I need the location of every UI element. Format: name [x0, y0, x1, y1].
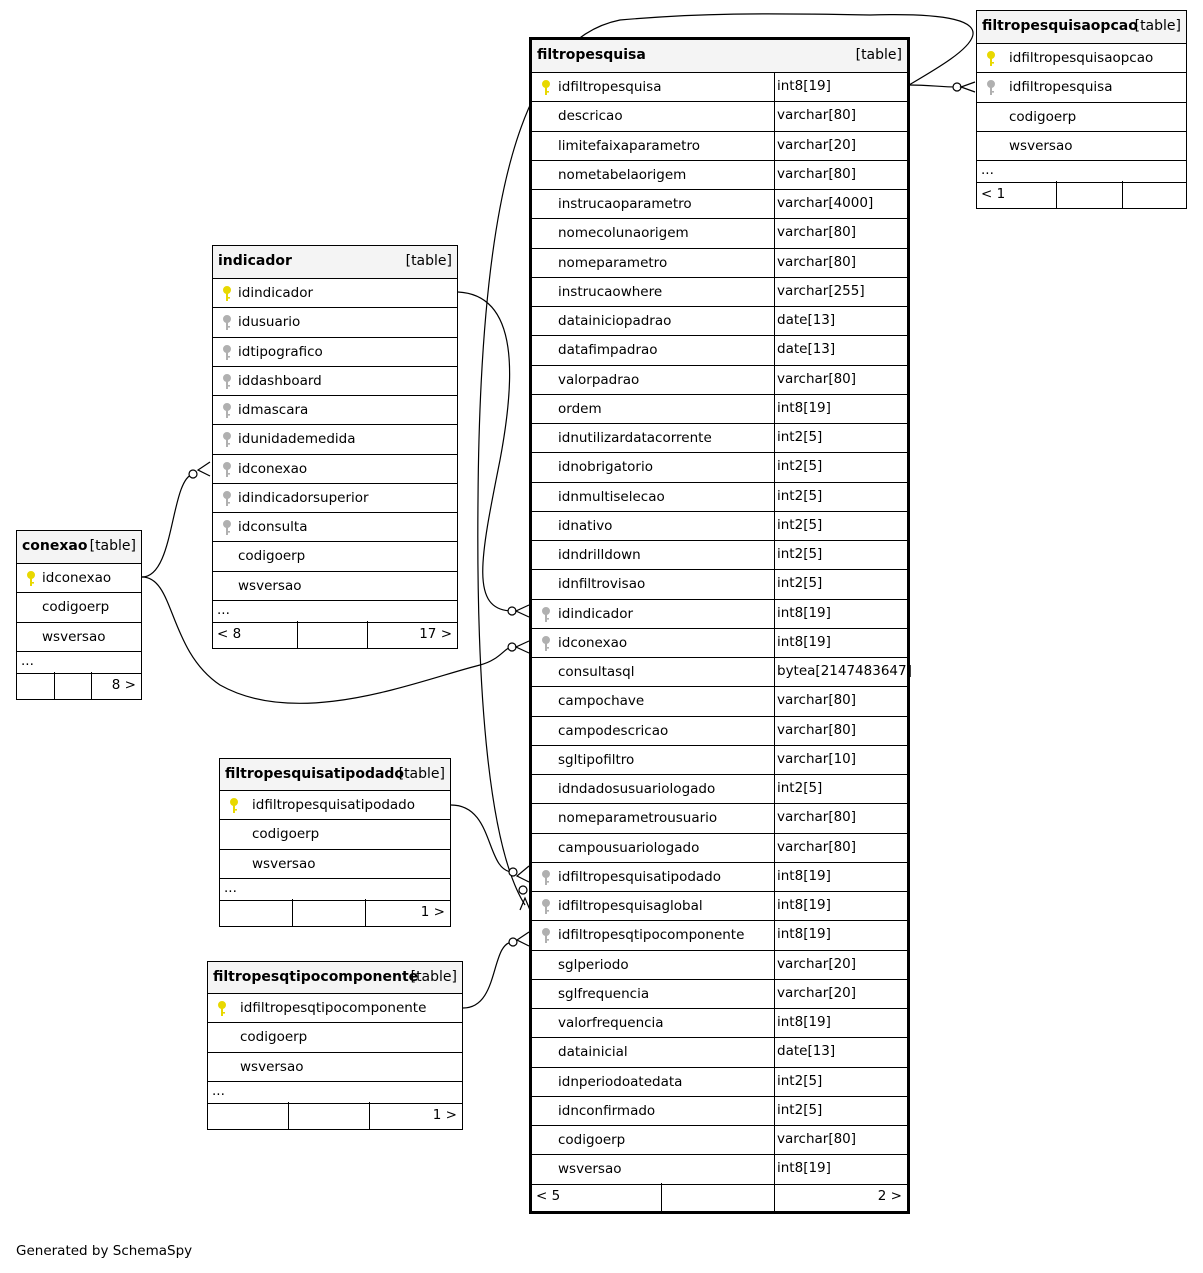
column-name: codigoerp — [42, 599, 110, 616]
column-name: iddashboard — [238, 372, 322, 389]
column-row[interactable] — [532, 980, 907, 1009]
primary-key-icon — [222, 285, 232, 303]
column-divider — [774, 717, 775, 745]
parents-count[interactable]: < 5 — [536, 1187, 561, 1204]
column-row[interactable] — [532, 190, 907, 219]
column-name: idfiltropesqtipocomponente — [240, 1000, 427, 1016]
column-name: datafimpadrao — [558, 342, 658, 359]
column-type: varchar[80] — [777, 721, 857, 738]
column-row[interactable] — [213, 484, 457, 513]
column-name: sglfrequencia — [558, 985, 650, 1002]
column-divider — [774, 483, 775, 511]
more-columns-row[interactable] — [220, 879, 450, 901]
column-row[interactable] — [532, 863, 907, 892]
foreign-key-icon — [222, 490, 232, 508]
column-divider — [774, 102, 775, 130]
footer-divider — [774, 1183, 775, 1211]
column-name: idconexao — [558, 634, 628, 651]
column-divider — [774, 1038, 775, 1066]
more-columns-row[interactable] — [17, 652, 141, 674]
column-name: campodescricao — [558, 722, 669, 739]
edge-crow-marker — [516, 641, 529, 653]
column-name: idfiltropesqtipocomponente — [558, 927, 745, 944]
foreign-key-icon — [986, 79, 996, 97]
column-type: date[13] — [777, 1043, 836, 1060]
column-row[interactable] — [532, 161, 907, 190]
column-row[interactable] — [532, 658, 912, 687]
column-divider — [774, 424, 775, 452]
column-row[interactable] — [220, 791, 450, 820]
primary-key-icon — [26, 570, 36, 588]
column-type: varchar[80] — [777, 253, 857, 270]
footer-divider — [292, 899, 293, 926]
column-name: codigoerp — [252, 826, 320, 843]
column-row[interactable] — [532, 1009, 907, 1038]
table-filtropesqtipocomponente[interactable] — [207, 961, 463, 1130]
table-footer — [220, 899, 450, 926]
foreign-key-icon — [222, 461, 232, 479]
column-name: wsversao — [42, 628, 106, 645]
column-type: varchar[80] — [777, 165, 857, 182]
column-divider — [774, 395, 775, 423]
column-divider — [774, 1097, 775, 1125]
column-divider — [774, 132, 775, 160]
table-header — [17, 531, 141, 564]
column-name: idfiltropesquisaopcao — [1009, 50, 1154, 66]
edge-crow-marker — [961, 82, 975, 92]
column-name: idconexao — [238, 460, 308, 477]
table-kind: [table] — [1134, 18, 1181, 34]
table-filtropesquisaopcao[interactable] — [976, 10, 1187, 209]
column-type: int8[19] — [777, 633, 831, 650]
column-row[interactable] — [532, 921, 907, 950]
column-divider — [774, 629, 775, 657]
column-divider — [774, 863, 775, 891]
column-row[interactable] — [532, 746, 907, 775]
column-row[interactable] — [532, 1068, 907, 1097]
primary-key-icon — [229, 797, 239, 815]
column-divider — [774, 1126, 775, 1154]
table-name[interactable]: filtropesqtipocomponente — [213, 969, 419, 985]
edge-filtropesquisatipodado-to-filtropesquisa — [451, 805, 513, 872]
column-type: varchar[4000] — [777, 195, 874, 211]
table-footer — [532, 1183, 907, 1211]
table-header — [977, 11, 1186, 44]
column-name: idconexao — [42, 570, 112, 586]
column-type: int2[5] — [777, 487, 823, 504]
column-type: int8[19] — [777, 897, 831, 913]
column-row[interactable] — [532, 1155, 907, 1184]
more-columns-ellipsis: ... — [224, 879, 237, 896]
footer-divider — [288, 1102, 289, 1129]
column-name: wsversao — [252, 855, 316, 872]
column-divider — [774, 834, 775, 862]
table-footer — [17, 672, 141, 699]
foreign-key-icon — [222, 344, 232, 362]
column-row[interactable] — [532, 892, 907, 921]
column-type: varchar[10] — [777, 750, 857, 767]
column-row[interactable] — [532, 1126, 907, 1155]
column-type: varchar[20] — [777, 955, 857, 972]
column-row[interactable] — [532, 629, 907, 658]
column-row[interactable] — [977, 44, 1186, 73]
column-row[interactable] — [213, 338, 457, 367]
column-row[interactable] — [532, 278, 907, 307]
column-type: varchar[80] — [777, 224, 857, 241]
column-name: idnutilizardatacorrente — [558, 430, 712, 446]
column-divider — [774, 190, 775, 218]
column-row[interactable] — [532, 570, 907, 599]
edge-filtropesqtipocomponente-to-filtropesquisa — [463, 942, 513, 1008]
column-name: nometabelaorigem — [558, 166, 687, 183]
more-columns-row[interactable] — [977, 161, 1186, 183]
column-row[interactable] — [532, 804, 907, 833]
primary-key-icon — [217, 1000, 227, 1018]
edge-crow-marker — [198, 462, 210, 476]
column-name: idconsulta — [238, 519, 308, 535]
column-divider — [774, 921, 775, 949]
column-row[interactable] — [220, 820, 450, 849]
primary-key-icon — [541, 79, 551, 97]
column-row[interactable] — [532, 775, 907, 804]
column-row[interactable] — [532, 453, 907, 482]
column-row[interactable] — [532, 366, 907, 395]
column-row[interactable] — [213, 308, 457, 337]
column-name: codigoerp — [238, 548, 306, 565]
parents-count[interactable]: < 1 — [981, 186, 1006, 202]
column-type: int8[19] — [777, 1014, 831, 1030]
column-name: idnobrigatorio — [558, 459, 653, 476]
column-type: varchar[80] — [777, 107, 857, 124]
column-type: int8[19] — [777, 399, 831, 416]
column-divider — [774, 453, 775, 481]
table-kind: [table] — [410, 969, 457, 985]
edge-indicador-to-filtropesquisa — [458, 292, 512, 611]
table-name[interactable]: indicador — [218, 253, 292, 269]
column-type: int8[19] — [777, 604, 831, 621]
column-name: wsversao — [558, 1161, 622, 1178]
column-row[interactable] — [532, 512, 907, 541]
footer-divider — [661, 1183, 662, 1211]
column-name: idindicadorsuperior — [238, 489, 369, 506]
children-count[interactable]: 1 > — [420, 903, 445, 920]
column-name: idnconfirmado — [558, 1102, 656, 1119]
column-row[interactable] — [977, 132, 1186, 161]
column-row[interactable] — [532, 249, 907, 278]
column-row[interactable] — [532, 424, 907, 453]
column-name: sglperiodo — [558, 956, 629, 973]
column-name: codigoerp — [558, 1132, 626, 1148]
column-divider — [774, 541, 775, 569]
foreign-key-icon — [222, 519, 232, 537]
column-type: varchar[80] — [777, 370, 857, 387]
children-count[interactable]: 17 > — [419, 625, 452, 642]
column-type: varchar[80] — [777, 692, 857, 709]
column-row[interactable] — [213, 542, 457, 571]
column-name: campochave — [558, 693, 645, 710]
column-row[interactable] — [17, 564, 141, 593]
table-footer — [977, 181, 1186, 208]
edge-optional-marker — [189, 470, 197, 478]
column-type: varchar[80] — [777, 809, 857, 826]
column-name: idfiltropesquisaglobal — [558, 898, 703, 914]
table-header — [208, 962, 462, 994]
column-name: instrucaoparametro — [558, 196, 692, 212]
children-count[interactable]: 8 > — [111, 676, 136, 693]
column-divider — [774, 1009, 775, 1037]
column-name: wsversao — [238, 577, 302, 594]
column-name: codigoerp — [240, 1029, 308, 1046]
column-divider — [774, 249, 775, 277]
column-type: varchar[80] — [777, 838, 857, 855]
column-name: idndrilldown — [558, 547, 641, 563]
column-name: idnmultiselecao — [558, 488, 665, 505]
column-name: sgltipofiltro — [558, 751, 635, 768]
column-row[interactable] — [208, 1023, 462, 1052]
column-divider — [774, 278, 775, 306]
more-columns-ellipsis: ... — [21, 652, 34, 669]
column-type: bytea[2147483647] — [777, 663, 912, 679]
column-divider — [774, 980, 775, 1008]
more-columns-ellipsis: ... — [212, 1082, 225, 1099]
table-footer — [208, 1102, 462, 1129]
foreign-key-icon — [222, 314, 232, 332]
column-row[interactable] — [532, 73, 907, 102]
column-type: int2[5] — [777, 516, 823, 533]
children-count[interactable]: 2 > — [877, 1187, 902, 1204]
edge-optional-marker — [509, 938, 517, 946]
more-columns-ellipsis: ... — [217, 601, 230, 618]
column-row[interactable] — [532, 1097, 907, 1126]
table-kind: [table] — [855, 47, 902, 63]
more-columns-ellipsis: ... — [981, 162, 994, 178]
foreign-key-icon — [541, 869, 551, 887]
column-name: descricao — [558, 108, 623, 125]
column-type: date[13] — [777, 341, 836, 358]
column-type: int2[5] — [777, 546, 823, 562]
column-row[interactable] — [213, 367, 457, 396]
edge-filtropesquisaopcao-to-filtropesquisa — [909, 85, 957, 87]
column-row[interactable] — [532, 834, 907, 863]
foreign-key-icon — [222, 431, 232, 449]
column-row[interactable] — [532, 102, 907, 131]
column-divider — [774, 161, 775, 189]
table-conexao[interactable] — [16, 530, 142, 700]
table-indicador[interactable] — [212, 245, 458, 649]
column-divider — [774, 746, 775, 774]
table-kind: [table] — [405, 253, 452, 269]
column-name: instrucaowhere — [558, 283, 663, 300]
table-name[interactable]: filtropesquisaopcao — [982, 18, 1138, 34]
column-type: int8[19] — [777, 78, 831, 94]
column-name: idindicador — [558, 605, 634, 622]
column-type: date[13] — [777, 312, 836, 328]
column-name: limitefaixaparametro — [558, 137, 700, 154]
column-type: int2[5] — [777, 429, 823, 445]
column-name: datainicial — [558, 1044, 628, 1061]
column-name: idusuario — [238, 314, 301, 331]
column-name: idndadosusuariologado — [558, 781, 716, 797]
column-name: idindicador — [238, 285, 314, 301]
column-row[interactable] — [213, 279, 457, 308]
more-columns-row[interactable] — [213, 601, 457, 623]
column-name: nomeparametro — [558, 254, 668, 271]
foreign-key-icon — [222, 402, 232, 420]
column-row[interactable] — [532, 483, 907, 512]
column-row[interactable] — [208, 1053, 462, 1082]
column-type: varchar[80] — [777, 1131, 857, 1147]
column-divider — [774, 570, 775, 598]
column-divider — [774, 892, 775, 920]
column-row[interactable] — [213, 396, 457, 425]
column-name: idtipografico — [238, 343, 323, 360]
column-type: varchar[20] — [777, 136, 857, 153]
edge-optional-marker — [509, 868, 517, 876]
column-row[interactable] — [532, 219, 907, 248]
table-kind: [table] — [89, 538, 136, 554]
column-name: idmascara — [238, 402, 309, 418]
edge-crow-marker — [517, 866, 529, 882]
column-divider — [774, 1155, 775, 1183]
column-type: int2[5] — [777, 1072, 823, 1089]
column-divider — [774, 600, 775, 628]
foreign-key-icon — [541, 635, 551, 653]
column-name: idfiltropesquisatipodado — [558, 868, 722, 885]
foreign-key-icon — [541, 898, 551, 916]
column-name: codigoerp — [1009, 108, 1077, 125]
table-name[interactable]: conexao — [22, 538, 88, 554]
column-name: nomeparametrousuario — [558, 810, 718, 827]
column-row[interactable] — [213, 572, 457, 601]
column-name: datainiciopadrao — [558, 313, 672, 329]
column-divider — [774, 366, 775, 394]
column-name: idunidademedida — [238, 431, 356, 448]
table-kind: [table] — [398, 766, 445, 782]
column-name: ordem — [558, 400, 602, 417]
more-columns-row[interactable] — [208, 1082, 462, 1104]
column-name: nomecolunaorigem — [558, 225, 689, 242]
footer-divider — [369, 1102, 370, 1129]
footer-divider — [367, 621, 368, 648]
column-type: int2[5] — [777, 1101, 823, 1118]
column-name: campousuariologado — [558, 839, 700, 856]
table-filtropesquisa[interactable] — [529, 37, 910, 1214]
column-type: int2[5] — [777, 780, 823, 796]
column-row[interactable] — [532, 336, 907, 365]
column-divider — [774, 307, 775, 335]
edge-crow-marker — [516, 605, 529, 617]
column-type: varchar[20] — [777, 984, 857, 1001]
column-divider — [774, 951, 775, 979]
column-divider — [774, 1068, 775, 1096]
column-row[interactable] — [532, 717, 907, 746]
column-row[interactable] — [532, 541, 907, 570]
footer-divider — [54, 672, 55, 699]
footer-divider — [365, 899, 366, 926]
column-divider — [774, 804, 775, 832]
footer-divider — [1122, 181, 1123, 208]
column-name: wsversao — [240, 1058, 304, 1075]
column-name: wsversao — [1009, 137, 1073, 154]
column-name: idfiltropesquisa — [1009, 79, 1113, 96]
column-divider — [774, 219, 775, 247]
column-divider — [774, 658, 775, 686]
table-name[interactable]: filtropesquisatipodado — [225, 766, 405, 782]
column-type: varchar[255] — [777, 282, 865, 299]
column-row[interactable] — [532, 395, 907, 424]
column-name: valorfrequencia — [558, 1015, 664, 1031]
column-type: int8[19] — [777, 926, 831, 943]
column-row[interactable] — [220, 850, 450, 879]
table-name[interactable]: filtropesquisa — [537, 47, 646, 63]
column-name: idnativo — [558, 517, 613, 534]
footer-divider — [91, 672, 92, 699]
table-footer — [213, 621, 457, 648]
foreign-key-icon — [222, 373, 232, 391]
column-type: int2[5] — [777, 458, 823, 475]
column-name: idnfiltrovisao — [558, 576, 646, 593]
column-row[interactable] — [213, 513, 457, 542]
children-count[interactable]: 1 > — [432, 1106, 457, 1123]
column-type: int8[19] — [777, 1160, 831, 1177]
table-header — [532, 40, 907, 73]
column-divider — [774, 512, 775, 540]
column-divider — [774, 336, 775, 364]
column-divider — [774, 687, 775, 715]
column-row[interactable] — [17, 623, 141, 652]
column-row[interactable] — [532, 951, 907, 980]
column-name: valorpadrao — [558, 371, 640, 388]
table-header — [213, 246, 457, 279]
footer-divider — [1056, 181, 1057, 208]
column-name: idfiltropesquisatipodado — [252, 797, 416, 813]
column-type: int2[5] — [777, 575, 823, 592]
column-row[interactable] — [532, 687, 907, 716]
footer-divider — [297, 621, 298, 648]
column-row[interactable] — [977, 103, 1186, 132]
column-row[interactable] — [17, 593, 141, 622]
column-name: idfiltropesquisa — [558, 79, 662, 95]
edge-conexao-to-indicador — [142, 474, 193, 577]
column-divider — [774, 73, 775, 101]
generated-by-label: Generated by SchemaSpy — [16, 1243, 193, 1259]
column-name: idnperiodoatedata — [558, 1073, 683, 1090]
column-row[interactable] — [213, 425, 457, 454]
column-row[interactable] — [977, 73, 1186, 102]
table-filtropesquisatipodado[interactable] — [219, 758, 451, 927]
edge-optional-marker — [519, 886, 527, 894]
column-type: int8[19] — [777, 867, 831, 884]
column-row[interactable] — [213, 455, 457, 484]
primary-key-icon — [986, 50, 996, 68]
column-row[interactable] — [532, 1038, 907, 1067]
foreign-key-icon — [541, 927, 551, 945]
column-row[interactable] — [532, 600, 907, 629]
column-row[interactable] — [532, 132, 907, 161]
column-row[interactable] — [208, 994, 462, 1023]
column-row[interactable] — [532, 307, 907, 336]
edge-crow-marker — [517, 932, 529, 946]
column-divider — [774, 775, 775, 803]
foreign-key-icon — [541, 606, 551, 624]
table-header — [220, 759, 450, 791]
parents-count[interactable]: < 8 — [217, 625, 242, 642]
column-name: consultasql — [558, 664, 635, 680]
